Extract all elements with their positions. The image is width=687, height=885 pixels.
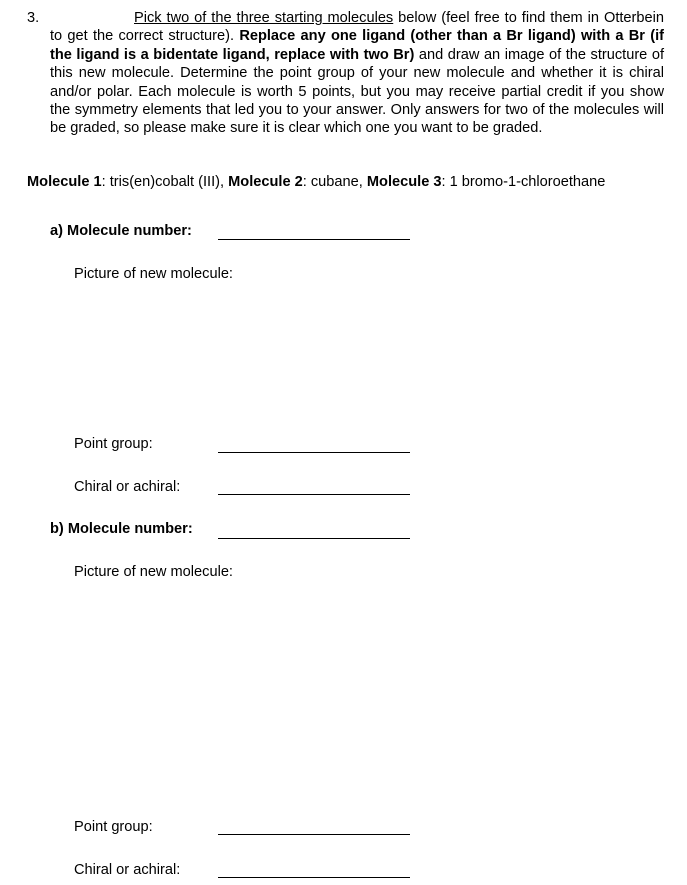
- part-b-chiral-blank[interactable]: [218, 877, 410, 878]
- molecule-2-separator: :: [302, 174, 311, 190]
- molecule-list: [27, 173, 605, 191]
- molecule-1-name: tris(en)cobalt (III),: [109, 174, 229, 190]
- part-b-molecule-number-label: b) Molecule number:: [50, 521, 193, 537]
- part-a-molecule-number-blank[interactable]: [218, 239, 410, 240]
- part-b-point-group-label: Point group:: [74, 819, 153, 835]
- part-a-chiral-label: Chiral or achiral:: [74, 479, 181, 495]
- part-a-chiral-blank[interactable]: [218, 494, 410, 495]
- molecule-3-label: Molecule 3: [366, 174, 442, 190]
- part-b-point-group-blank[interactable]: [218, 834, 410, 835]
- part-b-drawing-area[interactable]: [74, 590, 614, 810]
- part-b-molecule-number-blank[interactable]: [218, 538, 410, 539]
- molecule-3-name: 1 bromo-1-chloroethane: [449, 174, 606, 190]
- part-a-drawing-area[interactable]: [74, 290, 614, 430]
- part-b-picture-label: Picture of new molecule:: [74, 564, 233, 580]
- instruction-underlined-intro: Pick two of the three starting molecules: [134, 10, 394, 26]
- part-b-chiral-label: Chiral or achiral:: [74, 862, 181, 878]
- molecule-3-separator: :: [441, 174, 450, 190]
- part-a-molecule-number-label: a) Molecule number:: [50, 223, 192, 239]
- instruction-text-2: and draw an image of the structure of this new molecule. Determine the point group of your new molecule and whether it is chiral and/or polar. Each molecule is worth 5 points, but you may receive partial credit if you show the symmetry elements that led you to your answer. Only answers for two of the molecules will be graded, so please make sure it is clear which one you want to be graded.: [50, 46, 664, 137]
- instruction-text-1: below (feel free to find them in Otterbein to get the correct structure).: [50, 10, 664, 45]
- part-a-point-group-label: Point group:: [74, 436, 153, 452]
- question-instructions: [50, 9, 664, 138]
- instruction-bold-rule: Replace any one ligand (other than a Br ligand) with a Br (if the ligand is a bidentate ligand, replace with two Br): [50, 28, 664, 63]
- molecule-1-separator: :: [101, 174, 110, 190]
- molecule-2-label: Molecule 2: [228, 174, 303, 190]
- molecule-2-name: cubane,: [310, 174, 367, 190]
- part-a-picture-label: Picture of new molecule:: [74, 266, 233, 282]
- part-a-point-group-blank[interactable]: [218, 452, 410, 453]
- molecule-1-label: Molecule 1: [27, 174, 102, 190]
- question-number: 3.: [27, 10, 40, 26]
